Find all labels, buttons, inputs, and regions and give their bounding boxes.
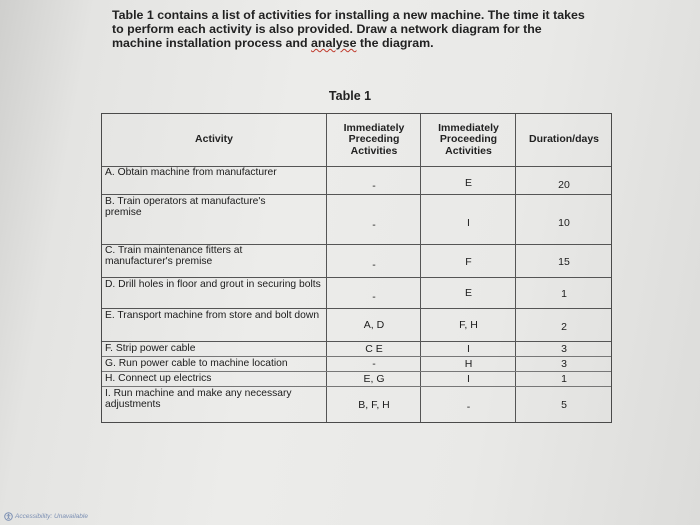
preceding-cell: C E xyxy=(365,343,383,355)
preceding-cell: - xyxy=(372,358,376,370)
activity-cell: B. Train operators at manufacture's premise xyxy=(105,196,266,218)
question-line-3-start: machine installation process and xyxy=(112,36,311,50)
proceeding-cell: I xyxy=(467,217,470,229)
activity-cell: A. Obtain machine from manufacturer xyxy=(105,167,277,178)
preceding-cell: A, D xyxy=(363,319,385,331)
question-line-2: to perform each activity is also provided. Draw a network diagram for the xyxy=(112,22,542,36)
proceeding-cell: I xyxy=(467,343,470,355)
duration-cell: 5 xyxy=(561,399,567,411)
row-divider xyxy=(102,308,611,309)
header-activity: Activity xyxy=(195,133,233,146)
row-divider xyxy=(102,356,611,357)
column-divider xyxy=(420,114,421,422)
preceding-cell: - xyxy=(372,180,376,192)
activity-cell: C. Train maintenance fitters at manufacturer's premise xyxy=(105,245,243,267)
row-divider xyxy=(102,277,611,278)
proceeding-cell: H xyxy=(464,358,473,370)
proceeding-cell: E xyxy=(464,177,472,189)
question-text xyxy=(112,8,632,50)
accessibility-status xyxy=(4,512,88,521)
proceeding-cell: E xyxy=(464,287,472,299)
proceeding-cell: F, H xyxy=(459,319,478,331)
header-duration: Duration/days xyxy=(528,133,599,146)
activity-cell: D. Drill holes in floor and grout in securing bolts xyxy=(105,279,321,290)
duration-cell: 3 xyxy=(561,358,567,370)
activity-cell: E. Transport machine from store and bolt down xyxy=(105,310,320,321)
activity-cell: H. Connect up electrics xyxy=(105,373,212,384)
question-line-1: Table 1 contains a list of activities for installing a new machine. The time it takes xyxy=(112,8,585,22)
row-divider xyxy=(102,341,611,342)
row-divider xyxy=(102,194,611,195)
preceding-cell: E, G xyxy=(363,373,385,385)
proceeding-cell: I xyxy=(467,373,470,385)
preceding-cell: - xyxy=(372,291,376,303)
duration-cell: 2 xyxy=(561,321,567,333)
header-preceding: Immediately Preceding Activities xyxy=(343,121,405,157)
row-divider xyxy=(102,386,611,387)
question-line-3 xyxy=(112,36,632,50)
preceding-cell: B, F, H xyxy=(358,399,390,411)
table-title: Table 1 xyxy=(328,89,372,103)
preceding-cell: - xyxy=(372,219,376,231)
column-divider xyxy=(326,114,327,422)
duration-cell: 10 xyxy=(558,217,570,229)
question-line-3-end: the diagram. xyxy=(356,36,434,50)
column-divider xyxy=(515,114,516,422)
activity-cell: F. Strip power cable xyxy=(105,343,196,354)
duration-cell: 15 xyxy=(558,256,570,268)
duration-cell: 1 xyxy=(561,373,567,385)
proceeding-cell: F xyxy=(465,256,472,268)
duration-cell: 1 xyxy=(561,288,567,300)
activity-cell: G. Run power cable to machine location xyxy=(105,358,288,369)
row-divider xyxy=(102,371,611,372)
accessibility-icon xyxy=(4,512,13,521)
duration-cell: 3 xyxy=(561,343,567,355)
proceeding-cell: - xyxy=(466,401,471,413)
activity-cell: I. Run machine and make any necessary adjustments xyxy=(105,388,292,410)
duration-cell: 20 xyxy=(558,179,570,191)
activity-table xyxy=(101,113,612,423)
header-proceeding: Immediately Proceeding Activities xyxy=(438,121,499,157)
accessibility-status-text: Accessibility: Unavailable xyxy=(15,513,88,520)
preceding-cell: - xyxy=(372,259,376,271)
spellcheck-word: analyse xyxy=(311,36,357,50)
